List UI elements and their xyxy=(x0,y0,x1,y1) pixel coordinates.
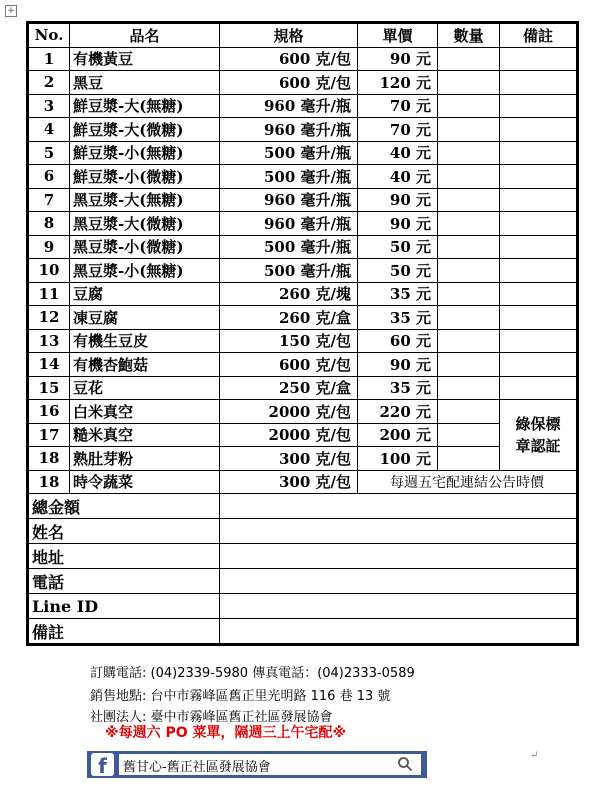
item-name: 黑豆漿-小(無糖) xyxy=(70,259,220,283)
table-row xyxy=(28,141,578,165)
item-spec: 600 克/包 xyxy=(220,47,358,71)
remark-cell[interactable] xyxy=(500,47,578,71)
item-price: 70 元 xyxy=(358,118,438,142)
weekly-price-note: 每週五宅配連結公告時價 xyxy=(358,470,578,494)
table-move-handle-icon[interactable]: + xyxy=(5,5,17,17)
item-price: 70 元 xyxy=(358,94,438,118)
remark-cell[interactable] xyxy=(500,259,578,283)
item-price: 35 元 xyxy=(358,376,438,400)
header-spec: 規格 xyxy=(220,23,358,48)
field-label-total: 總金額 xyxy=(28,494,220,519)
item-spec: 600 克/包 xyxy=(220,71,358,95)
quantity-cell[interactable] xyxy=(438,212,500,236)
quantity-cell[interactable] xyxy=(438,400,500,424)
item-price: 35 元 xyxy=(358,282,438,306)
remark-cell[interactable] xyxy=(500,353,578,377)
delivery-notice: ※每週六 PO 菜單，隔週三上午宅配※ xyxy=(105,725,347,741)
field-input-name[interactable] xyxy=(220,519,578,544)
remark-cell[interactable] xyxy=(500,71,578,95)
item-name: 糙米真空 xyxy=(70,423,220,447)
remark-cell[interactable] xyxy=(500,329,578,353)
item-no: 15 xyxy=(28,376,70,400)
item-no: 5 xyxy=(28,141,70,165)
facebook-search-text: 舊甘心-舊正社區發展協會 xyxy=(123,760,271,775)
field-label-address: 地址 xyxy=(28,544,220,569)
field-label-line-id: Line ID xyxy=(28,594,220,619)
item-spec: 960 毫升/瓶 xyxy=(220,212,358,236)
item-no: 1 xyxy=(28,47,70,71)
remark-cell[interactable] xyxy=(500,306,578,330)
item-price: 90 元 xyxy=(358,212,438,236)
facebook-search-field[interactable] xyxy=(119,754,421,775)
item-no: 2 xyxy=(28,71,70,95)
quantity-cell[interactable] xyxy=(438,423,500,447)
remark-cell[interactable] xyxy=(500,141,578,165)
table-row xyxy=(28,118,578,142)
quantity-cell[interactable] xyxy=(438,94,500,118)
item-name: 白米真空 xyxy=(70,400,220,424)
item-no: 10 xyxy=(28,259,70,283)
item-spec: 300 克/包 xyxy=(220,447,358,471)
quantity-cell[interactable] xyxy=(438,118,500,142)
item-no: 13 xyxy=(28,329,70,353)
item-spec: 500 毫升/瓶 xyxy=(220,259,358,283)
cert-line-2: 章認証 xyxy=(515,436,561,455)
remark-cell[interactable] xyxy=(500,118,578,142)
field-label-phone: 電話 xyxy=(28,569,220,594)
table-row xyxy=(28,329,578,353)
item-spec: 600 克/包 xyxy=(220,353,358,377)
table-row xyxy=(28,282,578,306)
item-spec: 960 毫升/瓶 xyxy=(220,188,358,212)
field-label-name: 姓名 xyxy=(28,519,220,544)
item-no: 4 xyxy=(28,118,70,142)
header-price: 單價 xyxy=(358,23,438,48)
remark-cell[interactable] xyxy=(500,165,578,189)
item-no: 9 xyxy=(28,235,70,259)
item-price: 35 元 xyxy=(358,306,438,330)
item-spec: 250 克/盒 xyxy=(220,376,358,400)
quantity-cell[interactable] xyxy=(438,71,500,95)
item-spec: 150 克/包 xyxy=(220,329,358,353)
item-name: 鮮豆漿-小(無糖) xyxy=(70,141,220,165)
table-row xyxy=(28,94,578,118)
field-input-line-id[interactable] xyxy=(220,594,578,619)
item-no: 17 xyxy=(28,423,70,447)
item-price: 220 元 xyxy=(358,400,438,424)
item-price: 90 元 xyxy=(358,353,438,377)
item-no: 16 xyxy=(28,400,70,424)
table-row xyxy=(28,71,578,95)
item-spec: 500 毫升/瓶 xyxy=(220,235,358,259)
table-row xyxy=(28,165,578,189)
remark-cell[interactable] xyxy=(500,282,578,306)
item-name: 黑豆 xyxy=(70,71,220,95)
item-spec: 260 克/盒 xyxy=(220,306,358,330)
item-name: 黑豆漿-小(微糖) xyxy=(70,235,220,259)
order-form-table xyxy=(26,21,579,646)
item-spec: 2000 克/包 xyxy=(220,400,358,424)
table-row xyxy=(28,259,578,283)
table-row xyxy=(28,423,578,447)
item-price: 200 元 xyxy=(358,423,438,447)
item-name: 有機黃豆 xyxy=(70,47,220,71)
header-remark: 備註 xyxy=(500,23,578,48)
field-input-phone[interactable] xyxy=(220,569,578,594)
remark-cell[interactable] xyxy=(500,94,578,118)
item-name: 有機杏鮑菇 xyxy=(70,353,220,377)
table-row xyxy=(28,188,578,212)
item-name: 鮮豆漿-大(無糖) xyxy=(70,94,220,118)
green-certification-cell xyxy=(500,400,578,471)
item-price: 90 元 xyxy=(358,47,438,71)
quantity-cell[interactable] xyxy=(438,235,500,259)
item-name: 凍豆腐 xyxy=(70,306,220,330)
item-no: 14 xyxy=(28,353,70,377)
organization-line: 社團法人: 臺中市霧峰區舊正社區發展協會 xyxy=(90,710,333,725)
item-no: 12 xyxy=(28,306,70,330)
item-no: 7 xyxy=(28,188,70,212)
quantity-cell[interactable] xyxy=(438,165,500,189)
item-price: 90 元 xyxy=(358,188,438,212)
item-no: 11 xyxy=(28,282,70,306)
quantity-cell[interactable] xyxy=(438,353,500,377)
item-price: 40 元 xyxy=(358,141,438,165)
item-no: 3 xyxy=(28,94,70,118)
quantity-cell[interactable] xyxy=(438,141,500,165)
item-name: 黑豆漿-大(無糖) xyxy=(70,188,220,212)
sales-location-line: 銷售地點: 台中市霧峰區舊正里光明路 116 巷 13 號 xyxy=(90,689,391,704)
table-row xyxy=(28,212,578,236)
item-spec: 960 毫升/瓶 xyxy=(220,118,358,142)
table-row xyxy=(28,47,578,71)
item-name: 時令蔬菜 xyxy=(70,470,220,494)
item-spec: 960 毫升/瓶 xyxy=(220,94,358,118)
field-input-total[interactable] xyxy=(220,494,578,519)
order-phone-line: 訂購電話: (04)2339-5980 傳真電話：(04)2333-0589 xyxy=(90,666,415,681)
cert-line-1: 綠保標 xyxy=(515,414,561,433)
item-spec: 500 毫升/瓶 xyxy=(220,165,358,189)
paragraph-mark-icon: ↵ xyxy=(530,750,539,761)
quantity-cell[interactable] xyxy=(438,259,500,283)
item-spec: 260 克/塊 xyxy=(220,282,358,306)
item-name: 熟肚芽粉 xyxy=(70,447,220,471)
form-field-row xyxy=(28,619,578,645)
item-price: 50 元 xyxy=(358,259,438,283)
table-row xyxy=(28,447,578,471)
remark-cell[interactable] xyxy=(500,212,578,236)
item-price: 50 元 xyxy=(358,235,438,259)
quantity-cell[interactable] xyxy=(438,329,500,353)
form-field-row xyxy=(28,569,578,594)
item-price: 120 元 xyxy=(358,71,438,95)
table-row xyxy=(28,376,578,400)
item-no: 8 xyxy=(28,212,70,236)
field-input-note[interactable] xyxy=(220,619,578,645)
form-field-row xyxy=(28,544,578,569)
item-price: 100 元 xyxy=(358,447,438,471)
field-input-address[interactable] xyxy=(220,544,578,569)
table-row xyxy=(28,235,578,259)
item-price: 40 元 xyxy=(358,165,438,189)
table-row xyxy=(28,353,578,377)
item-name: 豆花 xyxy=(70,376,220,400)
item-name: 豆腐 xyxy=(70,282,220,306)
quantity-cell[interactable] xyxy=(438,188,500,212)
field-label-note: 備註 xyxy=(28,619,220,645)
facebook-icon[interactable]: f xyxy=(91,753,114,776)
item-price: 60 元 xyxy=(358,329,438,353)
item-name: 鮮豆漿-大(微糖) xyxy=(70,118,220,142)
header-no: No. xyxy=(28,23,70,48)
item-no: 6 xyxy=(28,165,70,189)
remark-cell[interactable] xyxy=(500,376,578,400)
quantity-cell[interactable] xyxy=(438,376,500,400)
form-field-row xyxy=(28,494,578,519)
item-spec: 500 毫升/瓶 xyxy=(220,141,358,165)
table-row xyxy=(28,400,578,424)
header-qty: 數量 xyxy=(438,23,500,48)
item-no: 18 xyxy=(28,447,70,471)
table-row xyxy=(28,470,578,494)
quantity-cell[interactable] xyxy=(438,447,500,471)
item-name: 黑豆漿-大(微糖) xyxy=(70,212,220,236)
item-no: 18 xyxy=(28,470,70,494)
form-field-row xyxy=(28,519,578,544)
remark-cell[interactable] xyxy=(500,188,578,212)
quantity-cell[interactable] xyxy=(438,282,500,306)
search-icon[interactable] xyxy=(397,756,413,772)
item-name: 鮮豆漿-小(微糖) xyxy=(70,165,220,189)
facebook-search-bar[interactable] xyxy=(87,751,427,778)
table-row xyxy=(28,306,578,330)
item-spec: 2000 克/包 xyxy=(220,423,358,447)
item-spec: 300 克/包 xyxy=(220,470,358,494)
remark-cell[interactable] xyxy=(500,235,578,259)
quantity-cell[interactable] xyxy=(438,47,500,71)
quantity-cell[interactable] xyxy=(438,306,500,330)
item-name: 有機生豆皮 xyxy=(70,329,220,353)
table-header-row xyxy=(28,23,578,48)
header-name: 品名 xyxy=(70,23,220,48)
form-field-row xyxy=(28,594,578,619)
